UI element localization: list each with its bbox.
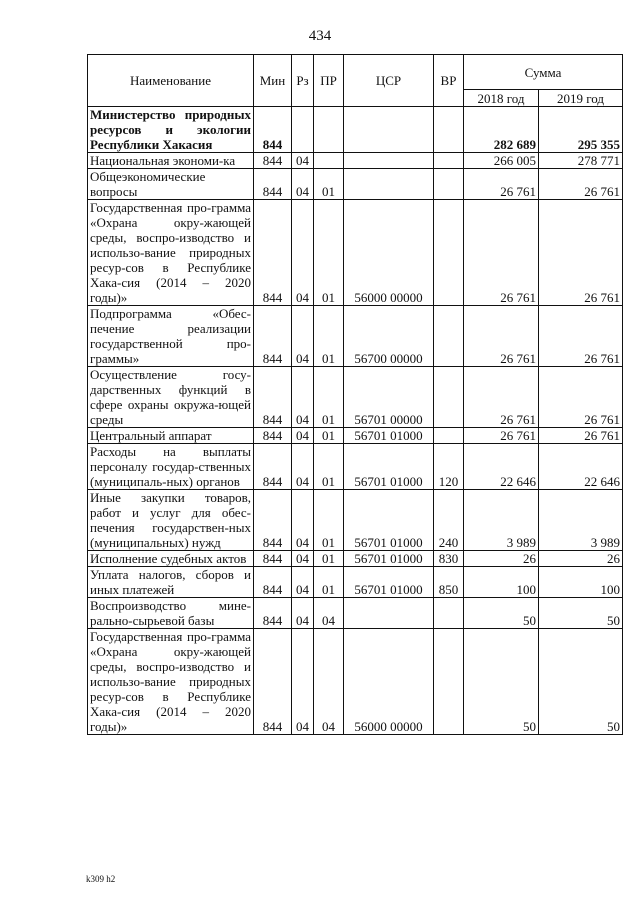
- cell-y2018: 22 646: [464, 444, 539, 490]
- cell-y2018: 26 761: [464, 306, 539, 367]
- table-row: [88, 490, 623, 551]
- header-csr: ЦСР: [344, 55, 434, 107]
- cell-y2018: 100: [464, 567, 539, 598]
- cell-vr: 830: [434, 551, 464, 567]
- cell-pr: 01: [314, 444, 344, 490]
- cell-vr: [434, 598, 464, 629]
- header-rz: Рз: [292, 55, 314, 107]
- header-sum: Сумма: [464, 55, 623, 90]
- cell-y2018: 50: [464, 629, 539, 735]
- cell-min: 844: [254, 169, 292, 200]
- cell-name: Уплата налогов, сборов и иных платежей: [88, 567, 254, 598]
- cell-csr: [344, 598, 434, 629]
- cell-min: 844: [254, 490, 292, 551]
- cell-csr: [344, 169, 434, 200]
- cell-rz: 04: [292, 428, 314, 444]
- cell-pr: 04: [314, 629, 344, 735]
- cell-min: 844: [254, 567, 292, 598]
- table-row: [88, 567, 623, 598]
- cell-rz: 04: [292, 169, 314, 200]
- cell-y2019: 278 771: [539, 153, 623, 169]
- table-row: [88, 153, 623, 169]
- cell-y2018: 26 761: [464, 428, 539, 444]
- cell-y2019: 26 761: [539, 428, 623, 444]
- cell-vr: [434, 169, 464, 200]
- cell-csr: [344, 107, 434, 153]
- cell-y2019: 3 989: [539, 490, 623, 551]
- cell-name: Министерство природных ресурсов и экологии Республики Хакасия: [88, 107, 254, 153]
- cell-pr: 01: [314, 567, 344, 598]
- cell-pr: 01: [314, 367, 344, 428]
- cell-y2019: 26 761: [539, 367, 623, 428]
- cell-vr: [434, 107, 464, 153]
- cell-name: Подпрограмма «Обес-печение реализации государственной про-граммы»: [88, 306, 254, 367]
- cell-name: Государственная про-грамма «Охрана окру-жающей среды, воспро-изводство и использо-вание природных ресур-сов в Республике Хака-сия (2014 – 2020 годы)»: [88, 629, 254, 735]
- cell-pr: 01: [314, 551, 344, 567]
- cell-vr: [434, 428, 464, 444]
- cell-y2019: 26 761: [539, 169, 623, 200]
- table-row: [88, 444, 623, 490]
- cell-csr: 56701 01000: [344, 428, 434, 444]
- cell-vr: 850: [434, 567, 464, 598]
- cell-rz: 04: [292, 153, 314, 169]
- cell-csr: 56000 00000: [344, 200, 434, 306]
- cell-vr: 240: [434, 490, 464, 551]
- cell-name: Центральный аппарат: [88, 428, 254, 444]
- cell-min: 844: [254, 598, 292, 629]
- cell-y2018: 26 761: [464, 200, 539, 306]
- cell-name: Исполнение судебных актов: [88, 551, 254, 567]
- cell-csr: 56701 01000: [344, 551, 434, 567]
- cell-y2018: 50: [464, 598, 539, 629]
- cell-pr: 01: [314, 200, 344, 306]
- cell-csr: 56700 00000: [344, 306, 434, 367]
- cell-y2018: 3 989: [464, 490, 539, 551]
- table-row: [88, 367, 623, 428]
- cell-csr: 56701 01000: [344, 490, 434, 551]
- cell-name: Осуществление госу-дарственных функций в сфере охраны окружа-ющей среды: [88, 367, 254, 428]
- cell-csr: 56701 01000: [344, 444, 434, 490]
- cell-rz: 04: [292, 551, 314, 567]
- cell-y2018: 266 005: [464, 153, 539, 169]
- table-row: [88, 200, 623, 306]
- footer-code: k309 h2: [86, 874, 116, 884]
- cell-name: Общеэкономические вопросы: [88, 169, 254, 200]
- table-row: [88, 551, 623, 567]
- budget-table: [87, 54, 623, 735]
- cell-pr: 01: [314, 428, 344, 444]
- cell-min: 844: [254, 444, 292, 490]
- cell-rz: 04: [292, 200, 314, 306]
- table-row: [88, 107, 623, 153]
- cell-pr: [314, 107, 344, 153]
- cell-y2018: 26 761: [464, 367, 539, 428]
- cell-min: 844: [254, 306, 292, 367]
- cell-min: 844: [254, 629, 292, 735]
- cell-min: 844: [254, 200, 292, 306]
- cell-y2019: 22 646: [539, 444, 623, 490]
- cell-rz: 04: [292, 444, 314, 490]
- header-pr: ПР: [314, 55, 344, 107]
- cell-pr: 01: [314, 490, 344, 551]
- cell-vr: [434, 306, 464, 367]
- cell-name: Государственная про-грамма «Охрана окру-жающей среды, воспро-изводство и использо-вание природных ресур-сов в Республике Хака-сия (2014 – 2020 годы)»: [88, 200, 254, 306]
- cell-name: Расходы на выплаты персоналу государ-ственных (муниципаль-ных) органов: [88, 444, 254, 490]
- cell-rz: 04: [292, 567, 314, 598]
- cell-vr: [434, 367, 464, 428]
- cell-vr: [434, 153, 464, 169]
- cell-csr: 56000 00000: [344, 629, 434, 735]
- table-row: [88, 598, 623, 629]
- cell-name: Национальная экономи-ка: [88, 153, 254, 169]
- cell-rz: 04: [292, 598, 314, 629]
- cell-csr: 56701 01000: [344, 567, 434, 598]
- cell-min: 844: [254, 367, 292, 428]
- cell-vr: [434, 200, 464, 306]
- cell-y2019: 26: [539, 551, 623, 567]
- cell-pr: 01: [314, 169, 344, 200]
- cell-y2019: 26 761: [539, 200, 623, 306]
- cell-name: Воспроизводство мине-рально-сырьевой базы: [88, 598, 254, 629]
- header-year-2018: 2018 год: [464, 90, 539, 107]
- cell-csr: [344, 153, 434, 169]
- header-vr: ВР: [434, 55, 464, 107]
- cell-rz: [292, 107, 314, 153]
- page-number: 434: [308, 28, 332, 44]
- cell-y2019: 50: [539, 629, 623, 735]
- header-name: Наименование: [88, 55, 254, 107]
- cell-pr: [314, 153, 344, 169]
- table-row: [88, 428, 623, 444]
- cell-vr: 120: [434, 444, 464, 490]
- cell-min: 844: [254, 107, 292, 153]
- cell-rz: 04: [292, 490, 314, 551]
- cell-rz: 04: [292, 629, 314, 735]
- cell-pr: 04: [314, 598, 344, 629]
- cell-y2019: 295 355: [539, 107, 623, 153]
- cell-min: 844: [254, 428, 292, 444]
- table-row: [88, 629, 623, 735]
- cell-y2019: 100: [539, 567, 623, 598]
- cell-rz: 04: [292, 306, 314, 367]
- cell-name: Иные закупки товаров, работ и услуг для обес-печения государствен-ных (муниципальных) нужд: [88, 490, 254, 551]
- cell-vr: [434, 629, 464, 735]
- cell-y2019: 26 761: [539, 306, 623, 367]
- cell-y2018: 282 689: [464, 107, 539, 153]
- cell-pr: 01: [314, 306, 344, 367]
- cell-min: 844: [254, 153, 292, 169]
- cell-y2018: 26 761: [464, 169, 539, 200]
- header-min: Мин: [254, 55, 292, 107]
- header-year-2019: 2019 год: [539, 90, 623, 107]
- cell-y2018: 26: [464, 551, 539, 567]
- cell-min: 844: [254, 551, 292, 567]
- table-row: [88, 169, 623, 200]
- cell-rz: 04: [292, 367, 314, 428]
- table-body: [88, 107, 623, 735]
- cell-y2019: 50: [539, 598, 623, 629]
- table-row: [88, 306, 623, 367]
- cell-csr: 56701 00000: [344, 367, 434, 428]
